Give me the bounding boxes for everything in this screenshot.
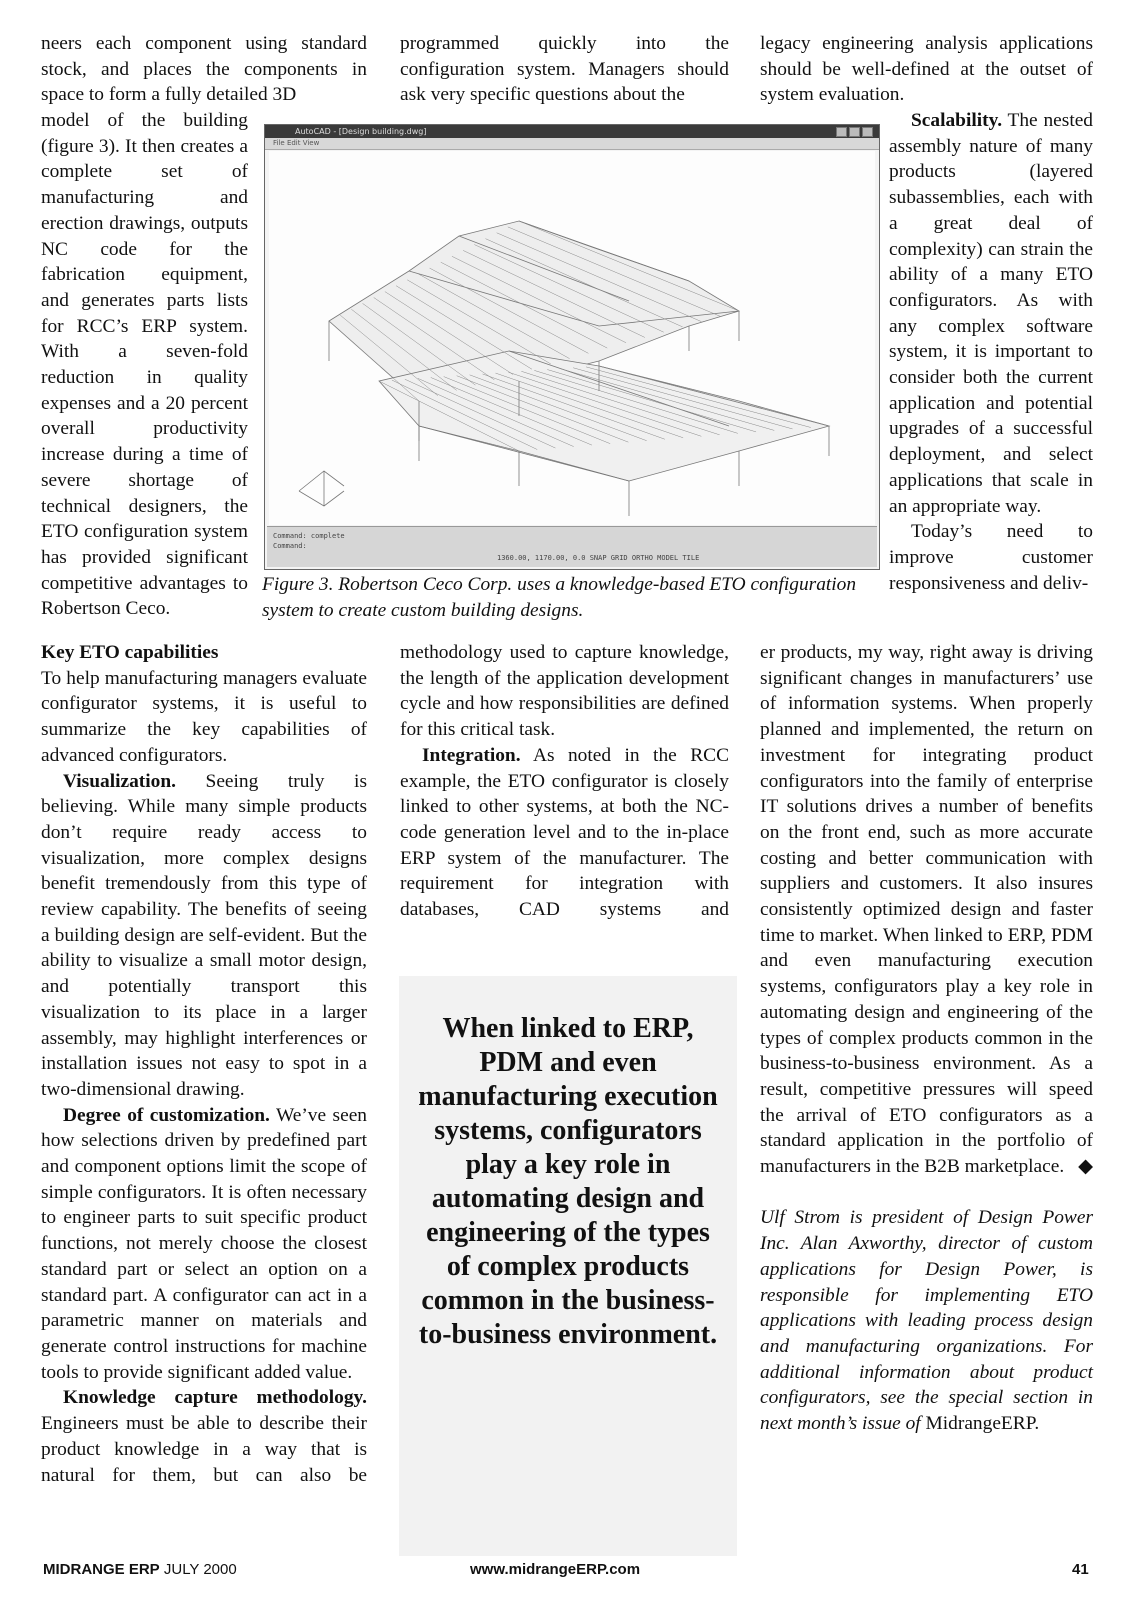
col3-bottom [760, 640, 1093, 1437]
command-line-area [267, 526, 877, 567]
col2-top-text: programmed quickly into the configuration system. Managers should ask very specific questions about the [400, 33, 729, 106]
integration-heading: Integration. [422, 744, 521, 766]
customization-body: We’ve seen how selections driven by predefined part and component options limit the scope of simple configurators. It is often necessary to engineer parts to suit specific product functions, not merely choose the closest standard part or select an option on a standard part. A configurator can act in a parametric manner on materials and generate control instructions for machine tools to provide significant added value. [41, 1104, 368, 1383]
col3-top-wide [760, 31, 1093, 108]
command-line-2: Command: [273, 542, 307, 550]
pull-quote-text: When linked to ERP, PDM and even manufacturing execution systems, configurators play a key role in automating design and engineering of the types of complex products common in the business-to-business environment. [418, 1013, 718, 1350]
footer-page-number: 41 [1072, 1561, 1089, 1578]
maximize-icon [849, 127, 860, 137]
section-heading: Key ETO capabilities [41, 642, 219, 663]
figure-caption: Figure 3. Robertson Ceco Corp. uses a knowledge-based ETO configuration system to create custom building designs. [262, 574, 857, 621]
responsiveness-paragraph [760, 640, 1093, 1180]
footer-magazine: MIDRANGE ERP [43, 1561, 160, 1578]
col3-top-wide-text: legacy engineering analysis applications should be well-defined at the outset of system evaluation. [760, 33, 1093, 106]
knowledge-body: Engineers must be able to describe their product knowledge in a way that is natural for them, but can also be [41, 1413, 367, 1486]
author-bio-end: MidrangeERP. [925, 1413, 1040, 1435]
pull-quote [399, 976, 737, 1556]
window-title: AutoCAD - [Design building.dwg] [295, 127, 427, 136]
integration-body: As noted in the RCC example, the ETO configurator is closely linked to other systems, at both the NC-code generation level and to the in-place ERP system of the manufacturer. The requirement for integration with databases, CAD systems and [400, 744, 729, 921]
building-wireframe-drawing [269, 151, 875, 525]
visualization-heading: Visualization. [63, 770, 176, 792]
col1-bottom [41, 640, 367, 1488]
status-bar: 1360.00, 1170.00, 0.0 SNAP GRID ORTHO MODEL TILE [497, 554, 700, 562]
intro-paragraph: To help manufacturing managers evaluate configurator systems, it is useful to summarize the key capabilities of advanced configurators. [41, 667, 367, 766]
col3-top-narrow [889, 108, 1093, 596]
close-icon [862, 127, 873, 137]
today-paragraph: Today’s need to improve customer responsiveness and deliv- [889, 521, 1093, 594]
author-bio-text: Ulf Strom is president of Design Power Inc. Alan Axworthy, director of custom applications for Design Power, is responsible for implementing ETO applications with leading process design and manufacturing organizations. For additional information about product configurators, see the special section in next month’s issue of [760, 1207, 1093, 1435]
col2-top [400, 31, 729, 108]
author-bio [760, 1205, 1093, 1436]
figure-3-screenshot [264, 124, 880, 570]
footer-issue: JULY 2000 [163, 1561, 237, 1578]
col1-top-narrow [41, 108, 248, 622]
building-model-view [269, 151, 875, 525]
responsiveness-text: er products, my way, right away is driving significant changes in manufacturers’ use of information systems. When properly planned and implemented, the return on investment for integrating product configurators into the family of enterprise IT solutions drives a number of benefits on the front end, such as more accurate costing and better communication with suppliers and customers. It also insures consistently optimized design and faster time to market. When linked to ERP, PDM and even manufacturing execution systems, configurators play a key role in automating design and engineering of the types of complex products common in the business-to-business environment. As a result, competitive pressures will speed the arrival of ETO configurators as a standard application in the portfolio of manufacturers in the B2B marketplace. [760, 642, 1093, 1178]
customization-heading: Degree of customization. [63, 1104, 270, 1126]
window-menubar [265, 138, 879, 150]
col1-top-wide-text: neers each component using standard stock, and places the components in space to form a fully detailed 3D [41, 33, 367, 106]
footer-url: www.midrangeERP.com [470, 1561, 641, 1578]
window-titlebar [265, 125, 879, 138]
col1-top-narrow-text: model of the building (figure 3). It then creates a complete set of manufacturing and erection drawings, outputs NC code for the fabrication equipment, and generates parts lists for RCC’s ERP system. With a seven-fold reduction in quality expenses and a 20 percent overall productivity increase during a time of severe shortage of technical designers, the ETO configuration system has provided significant competitive advantages to Robertson Ceco. [41, 110, 248, 620]
minimize-icon [836, 127, 847, 137]
footer-left [43, 1561, 237, 1579]
scalability-heading: Scalability. [911, 110, 1003, 131]
methodology-paragraph: methodology used to capture knowledge, the length of the application development cycle and how responsibilities are defined for this critical task. [400, 642, 729, 741]
col2-bottom [400, 640, 729, 923]
command-line-1: Command: complete [273, 532, 345, 540]
col1-top-wide [41, 31, 367, 108]
knowledge-heading: Knowledge capture methodology. [63, 1387, 367, 1409]
scalability-body: The nested assembly nature of many products (layered subassemblies, each with a great deal of complexity) can strain the ability of a many ETO configurators. As with any complex software system, it is important to consider both the current application and potential upgrades of a successful deployment, and select applications that scale in an appropriate way. [889, 110, 1094, 517]
end-mark-icon: ◆ [1078, 1156, 1093, 1178]
visualization-body: Seeing truly is believing. While many simple products don’t require ready access to visualization, more complex designs benefit tremendously from this type of review capability. The benefits of seeing a building design are self-evident. But the ability to visualize a small motor design, and potentially transport this visualization to its place in a larger assembly, may highlight interferences or installation issues not easy to spot in a two-dimensional drawing. [41, 770, 367, 1100]
window-menu: File Edit View [273, 139, 320, 147]
